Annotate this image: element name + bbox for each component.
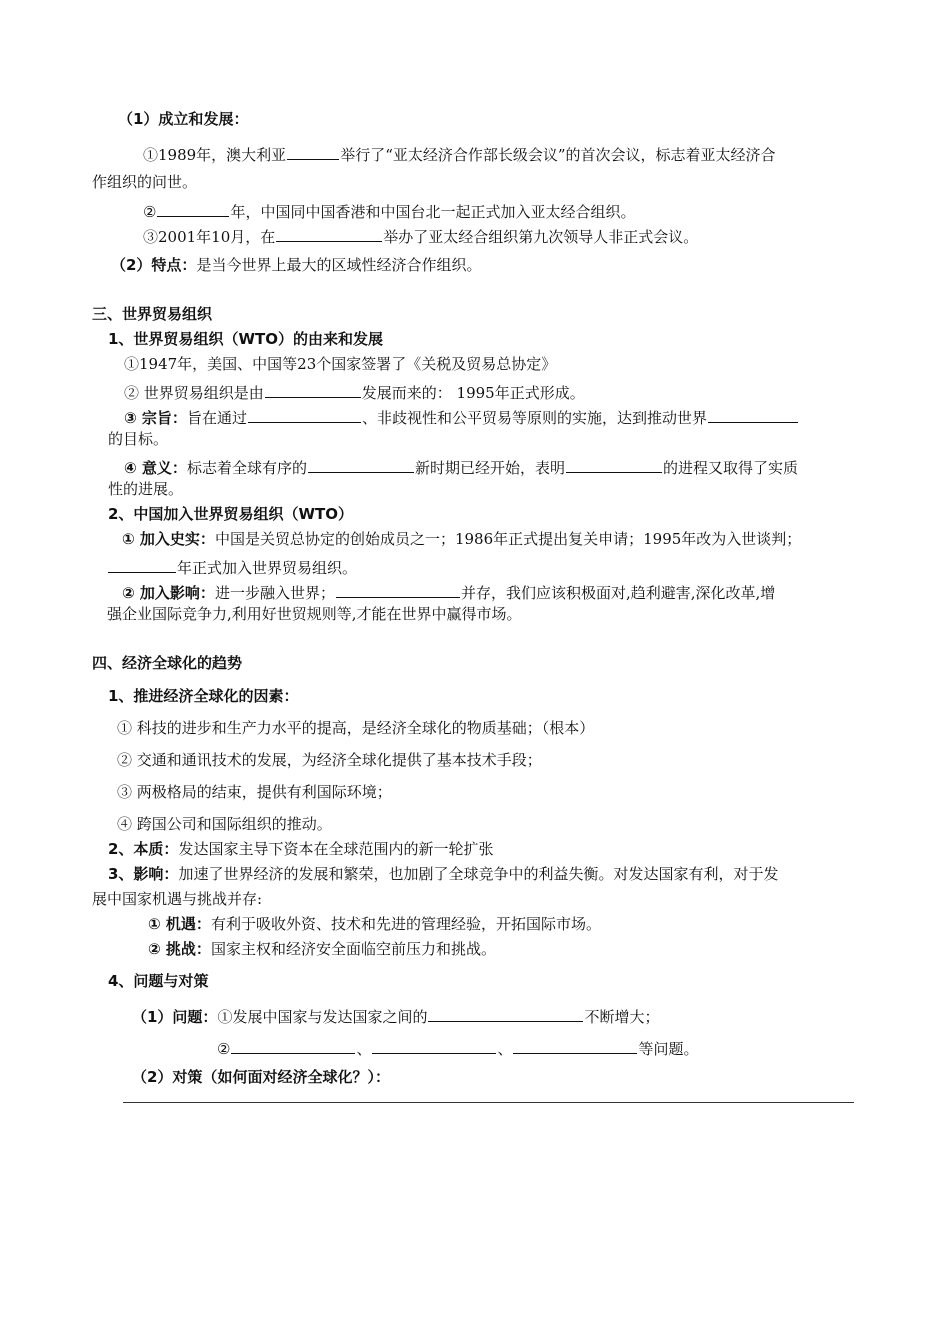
text: 有利于吸收外资、技术和先进的管理经验，开拓国际市场。 <box>210 915 601 933</box>
label: （2）特点： <box>111 256 197 274</box>
text: 发展而来的： 1995年正式形成。 <box>361 384 585 402</box>
text: 旨在通过 <box>186 409 247 427</box>
text: 的进程又取得了实质 <box>662 459 798 477</box>
item-challenge <box>148 942 496 957</box>
fill-blank[interactable] <box>308 457 414 473</box>
text: 年正式加入世界贸易组织。 <box>177 559 358 577</box>
text: 新时期已经开始，表明 <box>414 459 565 477</box>
item-wto-2 <box>124 382 585 401</box>
text: 并存，我们应该积极面对,趋利避害,深化改革,增 <box>460 584 776 602</box>
item-factor-1: ① 科技的进步和生产力水平的提高，是经济全球化的物质基础；（根本） <box>117 719 595 737</box>
text: 发达国家主导下资本在全球范围内的新一轮扩张 <box>178 840 494 858</box>
item-impact-cont: 展中国家机遇与挑战并存: <box>92 890 263 908</box>
section-title-globalization: 四、经济全球化的趋势 <box>92 654 243 672</box>
text: ①发展中国家与发达国家之间的 <box>217 1008 428 1026</box>
item-wto-significance-cont: 性的进展。 <box>108 480 184 498</box>
subheading-founding: （1）成立和发展： <box>118 110 249 128</box>
text: 等问题。 <box>638 1040 699 1058</box>
label: ① 加入史实： <box>122 530 215 548</box>
fill-blank[interactable] <box>276 226 382 242</box>
fill-blank[interactable] <box>108 557 176 573</box>
item-founding-3 <box>143 226 698 245</box>
item-wto-purpose <box>124 407 799 426</box>
fill-blank[interactable] <box>513 1038 637 1054</box>
text: 中国是关贸总协定的创始成员之一；1986年正式提出复关申请；1995年改为入世谈判； <box>214 530 802 548</box>
subheading-wto-origin: 1、世界贸易组织（WTO）的由来和发展 <box>108 330 383 348</box>
item-opportunity <box>148 917 601 932</box>
subheading-countermeasures: （2）对策（如何面对经济全球化？）： <box>132 1068 390 1086</box>
item-factor-3: ③ 两极格局的结束，提供有利国际环境； <box>117 783 392 801</box>
label: 3、影响： <box>108 865 179 883</box>
text: ② <box>143 203 157 221</box>
text: 举办了亚太经合组织第九次领导人非正式会议。 <box>383 228 699 246</box>
text: 不断增大； <box>584 1008 660 1026</box>
label: ② 挑战： <box>148 940 211 958</box>
fill-blank[interactable] <box>248 407 361 423</box>
answer-line[interactable] <box>123 1102 854 1103</box>
subheading-china-wto: 2、中国加入世界贸易组织（WTO） <box>108 505 353 523</box>
text: ③2001年10月，在 <box>143 228 276 246</box>
fill-blank[interactable] <box>372 1038 496 1054</box>
fill-blank[interactable] <box>231 1038 355 1054</box>
item-founding-2 <box>143 201 635 220</box>
text: 进一步融入世界； <box>214 584 335 602</box>
label: ① 机遇： <box>148 915 211 933</box>
text: 、非歧视性和公平贸易等原则的实施，达到推动世界 <box>361 409 707 427</box>
text: ② <box>217 1040 231 1058</box>
label: 2、本质： <box>108 840 179 858</box>
item-founding-1-cont: 作组织的问世。 <box>92 173 198 191</box>
fill-blank[interactable] <box>265 382 361 398</box>
text: 年，中国同中国香港和中国台北一起正式加入亚太经合组织。 <box>230 203 636 221</box>
item-essence <box>108 842 493 857</box>
fill-blank[interactable] <box>708 407 798 423</box>
text: 加速了世界经济的发展和繁荣，也加剧了全球竞争中的利益失衡。对发达国家有利，对于发 <box>178 865 779 883</box>
text: 、 <box>356 1040 372 1058</box>
item-wto-significance <box>124 457 798 476</box>
fill-blank[interactable] <box>336 582 460 598</box>
text: 国家主权和经济安全面临空前压力和挑战。 <box>210 940 496 958</box>
section-title-wto: 三、世界贸易组织 <box>92 305 213 323</box>
item-china-history <box>122 532 801 547</box>
item-factor-4: ④ 跨国公司和国际组织的推动。 <box>117 815 332 833</box>
fill-blank[interactable] <box>566 457 662 473</box>
item-problem-1 <box>132 1006 659 1025</box>
fill-blank[interactable] <box>287 144 339 160</box>
text: ①1989年，澳大利亚 <box>143 146 287 164</box>
subheading-factors: 1、推进经济全球化的因素： <box>108 687 299 705</box>
item-wto-1: ①1947年，美国、中国等23个国家签署了《关税及贸易总协定》 <box>124 355 557 373</box>
fill-blank[interactable] <box>157 201 229 217</box>
subheading-issues: 4、问题与对策 <box>108 972 209 990</box>
item-china-impact-cont: 强企业国际竞争力,利用好世贸规则等,才能在世界中赢得市场。 <box>107 605 522 623</box>
label: ③ 宗旨： <box>124 409 187 427</box>
item-problem-2 <box>217 1038 699 1057</box>
text: 标志着全球有序的 <box>186 459 307 477</box>
item-feature <box>111 258 481 273</box>
label: ② 加入影响： <box>122 584 215 602</box>
fill-blank[interactable] <box>428 1006 583 1022</box>
item-china-impact <box>122 582 775 601</box>
text: 举行了“亚太经济合作部长级会议”的首次会议，标志着亚太经济合 <box>340 146 776 164</box>
item-founding-1 <box>143 144 776 163</box>
text: 是当今世界上最大的区域性经济合作组织。 <box>196 256 482 274</box>
item-wto-purpose-cont: 的目标。 <box>108 430 169 448</box>
item-impact <box>108 867 778 882</box>
label: （1）问题： <box>132 1008 218 1026</box>
item-china-history-cont <box>107 557 357 576</box>
label: ④ 意义： <box>124 459 187 477</box>
text: ② 世界贸易组织是由 <box>124 384 264 402</box>
text: 、 <box>497 1040 513 1058</box>
item-factor-2: ② 交通和通讯技术的发展，为经济全球化提供了基本技术手段； <box>117 751 542 769</box>
